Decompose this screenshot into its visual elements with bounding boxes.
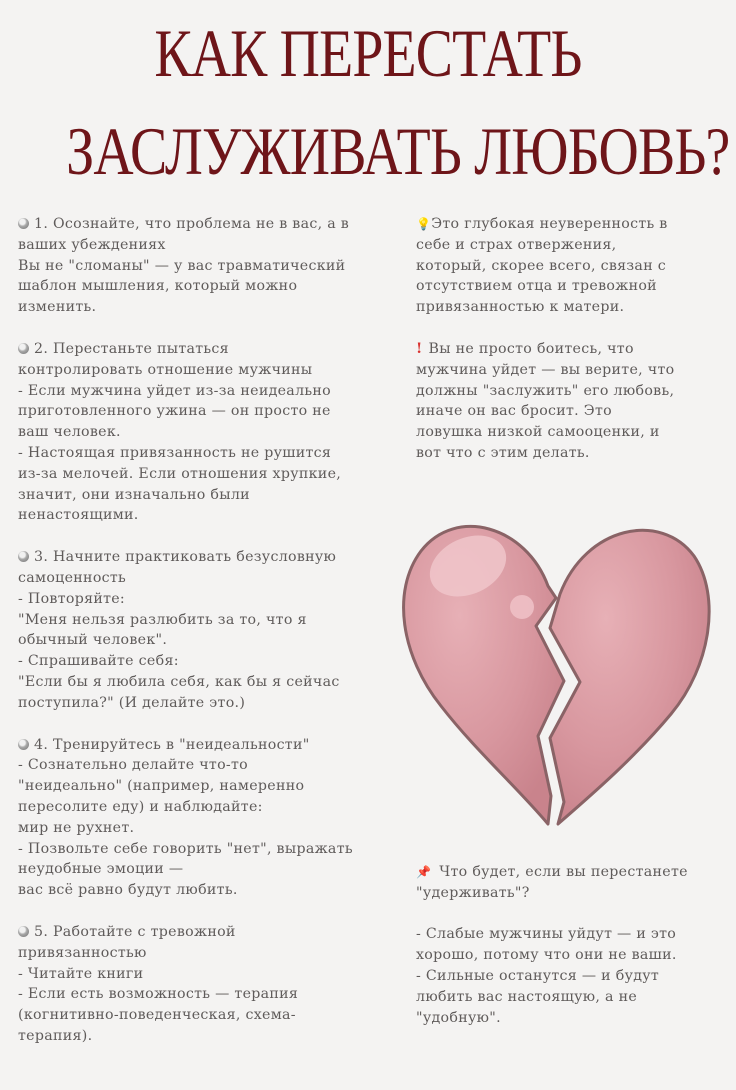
text-line: (когнитивно-поведенческая, схема-	[18, 1007, 296, 1024]
section-1-heading: 1. Осознайте, что проблема не в вас, а в	[34, 216, 350, 232]
text-line: приготовленного ужина — он просто не	[18, 403, 331, 420]
text-line: - Если мужчина уйдет из-за неидеально	[18, 382, 331, 399]
gray-circle-icon	[18, 551, 29, 562]
text-line: мужчина уйдет — вы верите, что	[416, 361, 675, 378]
text-line: "удерживать"?	[416, 884, 530, 901]
text-line: - Читайте книги	[18, 965, 144, 982]
text-line: - Сильные останутся — и будут	[416, 967, 660, 984]
text-line: пересолите еду) и наблюдайте:	[18, 798, 263, 815]
gray-circle-icon	[18, 926, 29, 937]
text-line: обычный человек".	[18, 632, 168, 649]
text-line: должны "заслужить" его любовь,	[416, 382, 675, 399]
text-line: ваш человек.	[18, 424, 121, 441]
broken-heart-icon	[396, 506, 716, 828]
section-4	[18, 735, 403, 901]
section-3-heading: 3. Начните практиковать безусловную	[34, 549, 337, 566]
warning-block	[416, 339, 726, 464]
question-heading: Что будет, если вы перестанете	[439, 863, 688, 880]
text-line: - Настоящая привязанность не рушится	[18, 444, 332, 461]
text-line: неудобные эмоции —	[18, 861, 184, 878]
text-line: отсутствием отца и тревожной	[416, 278, 657, 295]
text-line: - Сознательно делайте что-то	[18, 757, 249, 774]
section-5	[18, 922, 403, 1047]
title-line-1: КАК ПЕРЕСТАТЬ	[154, 15, 582, 91]
text-line: "Меня нельзя разлюбить за то, что я	[18, 611, 307, 628]
text-line: - Позвольте себе говорить "нет", выражать	[18, 840, 353, 857]
text-line: - Слабые мужчины уйдут — и это	[416, 926, 677, 943]
section-2-heading: 2. Перестаньте пытаться	[34, 340, 229, 357]
gray-circle-icon	[18, 739, 29, 750]
text-line: привязанностью к матери.	[416, 299, 625, 316]
text-line: поступила?" (И делайте это.)	[18, 694, 246, 711]
text-line: ненастоящими.	[18, 507, 139, 524]
title-line-2: ЗАСЛУЖИВАТЬ ЛЮБОВЬ?	[66, 113, 730, 189]
text-line: ваших убеждениях	[18, 236, 166, 253]
insight-block	[416, 214, 726, 318]
text-line: хорошо, потому что они не ваши.	[416, 947, 677, 964]
text-line: который, скорее всего, связан с	[416, 257, 667, 274]
left-column	[18, 214, 403, 1047]
section-3	[18, 547, 403, 713]
insight-heading: Это глубокая неуверенность в	[431, 216, 668, 232]
text-line: вас всё равно будут любить.	[18, 882, 238, 899]
text-line: "неидеально" (например, намеренно	[18, 778, 305, 795]
warning-heading: Вы не просто боитесь, что	[428, 340, 634, 357]
section-4-heading: 4. Тренируйтесь в "неидеальности"	[34, 736, 310, 753]
text-line: контролировать отношение мужчины	[18, 361, 313, 378]
text-line: "удобную".	[416, 1009, 501, 1026]
text-line: привязанностью	[18, 944, 147, 961]
section-5-heading: 5. Работайте с тревожной	[34, 923, 236, 940]
answer-block	[416, 924, 726, 1028]
text-line: - Если есть возможность — терапия	[18, 986, 299, 1003]
text-line: ловушка низкой самооценки, и	[416, 424, 660, 441]
text-line: Вы не "сломаны" — у вас травматический	[18, 257, 346, 274]
section-1	[18, 214, 403, 318]
pushpin-icon: 📌	[416, 864, 432, 879]
text-line: любить вас настоящую, а не	[416, 988, 638, 1005]
text-line: - Повторяйте:	[18, 590, 126, 607]
text-line: иначе он вас бросит. Это	[416, 403, 612, 420]
gray-circle-icon	[18, 343, 29, 354]
text-line: шаблон мышления, который можно	[18, 278, 298, 295]
gray-circle-icon	[18, 218, 29, 229]
text-line: себе и страх отвержения,	[416, 236, 617, 253]
text-line: изменить.	[18, 299, 97, 316]
text-line: "Если бы я любила себя, как бы я сейчас	[18, 673, 340, 690]
text-line: самоценность	[18, 569, 127, 586]
text-line: мир не рухнет.	[18, 819, 135, 836]
lightbulb-icon: 💡	[416, 217, 432, 231]
text-line: - Спрашивайте себя:	[18, 653, 179, 670]
text-line: вот что с этим делать.	[416, 444, 590, 461]
question-block	[416, 862, 726, 904]
text-line: из-за мелочей. Если отношения хрупкие,	[18, 465, 342, 482]
section-2	[18, 339, 403, 526]
text-line: терапия).	[18, 1027, 93, 1044]
text-line: значит, они изначально были	[18, 486, 250, 503]
exclamation-icon: !	[416, 340, 423, 357]
